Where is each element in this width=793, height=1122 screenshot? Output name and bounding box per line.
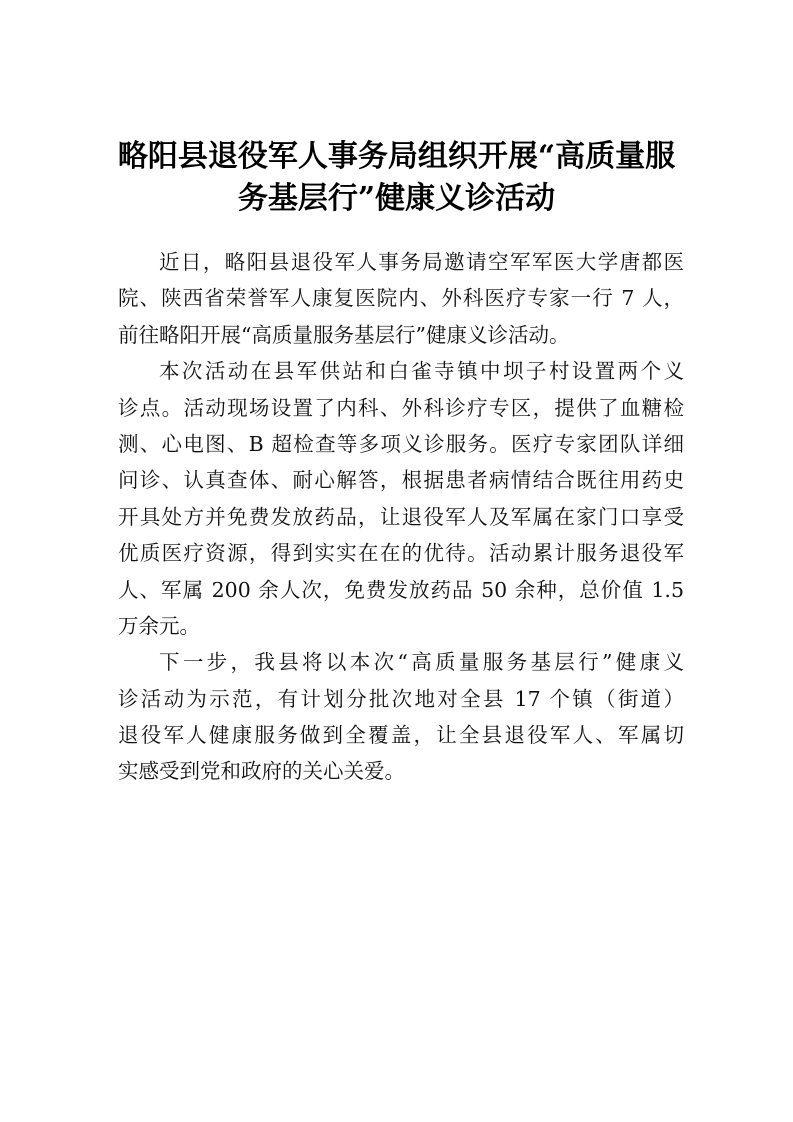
paragraph-line: 退役军人健康服务做到全覆盖，让全县退役军人、军属切 <box>118 723 684 748</box>
paragraph <box>118 353 684 644</box>
paragraph <box>118 244 684 353</box>
paragraph-line: 人、军属 200 余人次，免费发放药品 50 余种，总价值 1.5 <box>118 577 684 602</box>
paragraph-line: 开具处方并免费发放药品，让退役军人及军属在家门口享受 <box>118 504 684 529</box>
title-line: 略阳县退役军人事务局组织开展“高质量服 <box>117 139 676 174</box>
paragraph <box>118 644 684 790</box>
document-title <box>100 136 693 220</box>
paragraph-line: 实感受到党和政府的关心关爱。 <box>118 759 405 784</box>
paragraph-line: 本次活动在县军供站和白雀寺镇中坝子村设置两个义 <box>159 359 684 384</box>
paragraph-line: 近日，略阳县退役军人事务局邀请空军军医大学唐都医 <box>159 250 684 274</box>
paragraph-line: 诊活动为示范，有计划分批次地对全县 17 个镇（街道） <box>118 686 684 711</box>
paragraph-line: 前往略阳开展“高质量服务基层行”健康义诊活动。 <box>118 322 570 347</box>
document-body <box>118 244 684 790</box>
paragraph-line: 万余元。 <box>118 613 200 638</box>
paragraph-line: 优质医疗资源，得到实实在在的优待。活动累计服务退役军 <box>118 541 684 566</box>
paragraph-line: 诊点。活动现场设置了内科、外科诊疗专区，提供了血糖检 <box>118 395 684 420</box>
paragraph-line: 测、心电图、B 超检查等多项义诊服务。医疗专家团队详细 <box>118 431 684 456</box>
paragraph-line: 问诊、认真查体、耐心解答，根据患者病情结合既往用药史 <box>118 468 684 493</box>
title-line: 务基层行”健康义诊活动 <box>237 181 556 216</box>
paragraph-line: 院、陕西省荣誉军人康复医院内、外科医疗专家一行 7 人， <box>118 286 684 311</box>
paragraph-line: 下一步，我县将以本次“高质量服务基层行”健康义 <box>159 650 684 675</box>
